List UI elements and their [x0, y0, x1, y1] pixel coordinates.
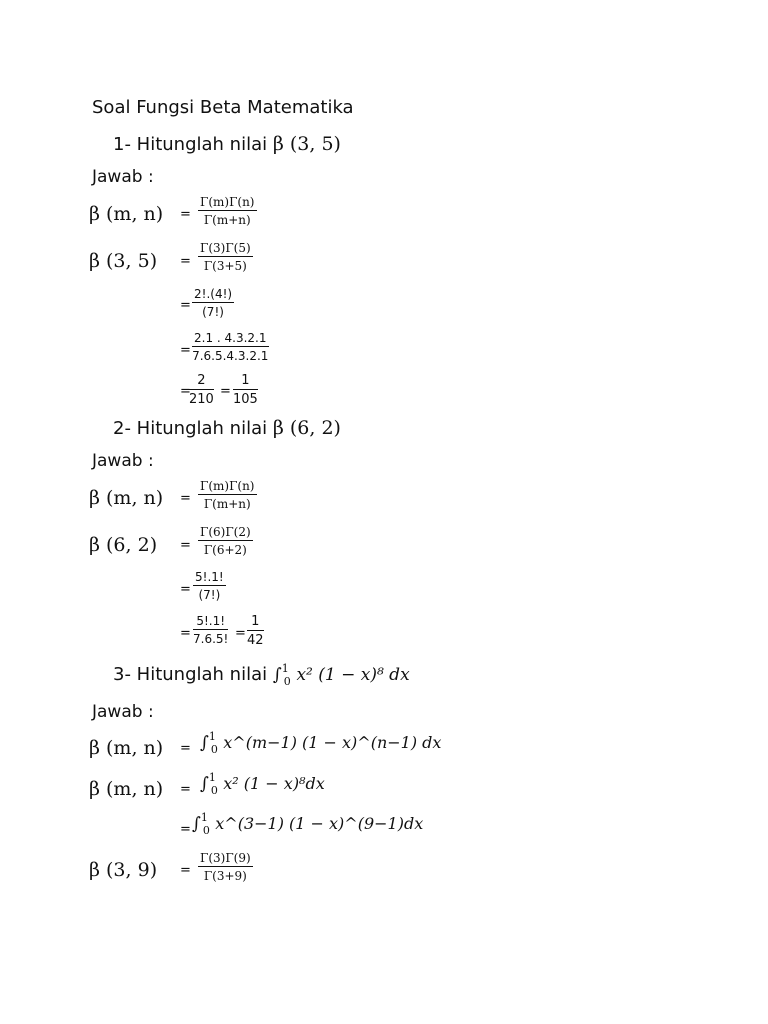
p2-row1-fraction	[198, 479, 257, 511]
p2-row2-eq: =	[180, 538, 191, 553]
numerator: 1	[233, 373, 258, 390]
p3-row1-eq: =	[180, 741, 191, 756]
jawab-label-2: Jawab :	[92, 451, 154, 471]
denominator: 105	[233, 392, 258, 407]
p1-row1-fraction	[198, 195, 257, 227]
jawab-label-1: Jawab :	[92, 167, 154, 187]
numerator: 2	[189, 373, 214, 390]
p2-row4-fraction	[193, 614, 228, 646]
numerator: 5!.1!	[193, 614, 228, 630]
numerator: 2!.(4!)	[194, 287, 233, 301]
integral-icon: ∫$^1_0$	[200, 771, 218, 797]
p1-row2-lhs: β (3, 5)	[89, 250, 158, 272]
p1-row1-lhs: β (m, n)	[89, 203, 164, 225]
numerator: Γ(3)Γ(5)	[200, 241, 251, 255]
numerator: Γ(m)Γ(n)	[200, 195, 255, 209]
p3-row4-fraction	[198, 851, 253, 883]
p1-row5-eq: =	[180, 384, 191, 399]
numerator: 2.1 . 4.3.2.1	[194, 331, 267, 345]
problem-3-math: x² (1 − x)⁸ dx	[296, 665, 410, 685]
p1-row4-eq: =	[180, 343, 191, 358]
p2-row2-fraction	[198, 525, 253, 557]
p2-row4-fraction2	[247, 614, 264, 648]
problem-2-heading: 2- Hitunglah nilai β (6, 2)	[113, 417, 341, 439]
denominator: 7.6.5!	[193, 632, 229, 646]
p2-row2-lhs: β (6, 2)	[89, 534, 158, 556]
p3-row2-lhs: β (m, n)	[89, 778, 164, 800]
problem-1-math: β (3, 5)	[272, 133, 341, 155]
denominator: Γ(m+n)	[203, 213, 251, 227]
p3-row3-expr: ∫$^1_0$ x^(3−1) (1 − x)^(9−1)dx	[192, 811, 424, 837]
denominator: Γ(6+2)	[203, 543, 247, 557]
p3-row4-lhs: β (3, 9)	[89, 859, 158, 881]
p1-row2-fraction	[198, 241, 253, 273]
problem-2-math: β (6, 2)	[272, 417, 341, 439]
denominator: Γ(m+n)	[203, 497, 251, 511]
numerator: Γ(3)Γ(9)	[200, 851, 251, 865]
p1-row5-fraction2	[233, 373, 258, 407]
p3-row2-eq: =	[180, 782, 191, 797]
problem-3-heading: 3- Hitunglah nilai ∫$^1_0$ x² (1 − x)⁸ dx	[113, 662, 410, 688]
numerator: 5!.1!	[195, 570, 224, 584]
denominator: 210	[189, 392, 214, 407]
problem-1-heading: 1- Hitunglah nilai β (3, 5)	[113, 133, 341, 155]
denominator: 7.6.5.4.3.2.1	[192, 349, 269, 363]
integral-icon: ∫$^1_0$	[272, 662, 291, 688]
denominator: (7!)	[202, 305, 224, 319]
p3-row4-eq: =	[180, 863, 191, 878]
numerator: Γ(6)Γ(2)	[200, 525, 251, 539]
integral-icon: ∫$^1_0$	[200, 730, 218, 756]
integral-icon: ∫$^1_0$	[192, 811, 210, 837]
p2-row3-fraction	[193, 570, 226, 602]
p1-row4-fraction	[192, 331, 269, 363]
jawab-label-3: Jawab :	[92, 702, 154, 722]
p1-row5-fraction	[189, 373, 214, 407]
p3-row1-lhs: β (m, n)	[89, 737, 164, 759]
numerator: Γ(m)Γ(n)	[200, 479, 255, 493]
p1-row3-fraction	[192, 287, 234, 319]
p2-row1-eq: =	[180, 491, 191, 506]
p1-row2-eq: =	[180, 254, 191, 269]
p2-row4-eq: =	[180, 626, 191, 641]
p3-row3-eq: =	[180, 822, 191, 837]
denominator: Γ(3+5)	[203, 259, 247, 273]
document-title: Soal Fungsi Beta Matematika	[92, 97, 354, 118]
p1-row1-eq: =	[180, 207, 191, 222]
denominator: 42	[247, 633, 264, 648]
p2-row3-eq: =	[180, 582, 191, 597]
p1-row3-eq: =	[180, 298, 191, 313]
denominator: (7!)	[198, 588, 221, 602]
p3-row1-expr: ∫$^1_0$ x^(m−1) (1 − x)^(n−1) dx	[200, 730, 442, 756]
numerator: 1	[247, 614, 264, 631]
denominator: Γ(3+9)	[203, 869, 247, 883]
p3-row2-expr: ∫$^1_0$ x² (1 − x)⁸dx	[200, 771, 325, 797]
p1-row5-eq2: =	[220, 384, 231, 399]
p2-row4-eq2: =	[235, 626, 246, 641]
p2-row1-lhs: β (m, n)	[89, 487, 164, 509]
